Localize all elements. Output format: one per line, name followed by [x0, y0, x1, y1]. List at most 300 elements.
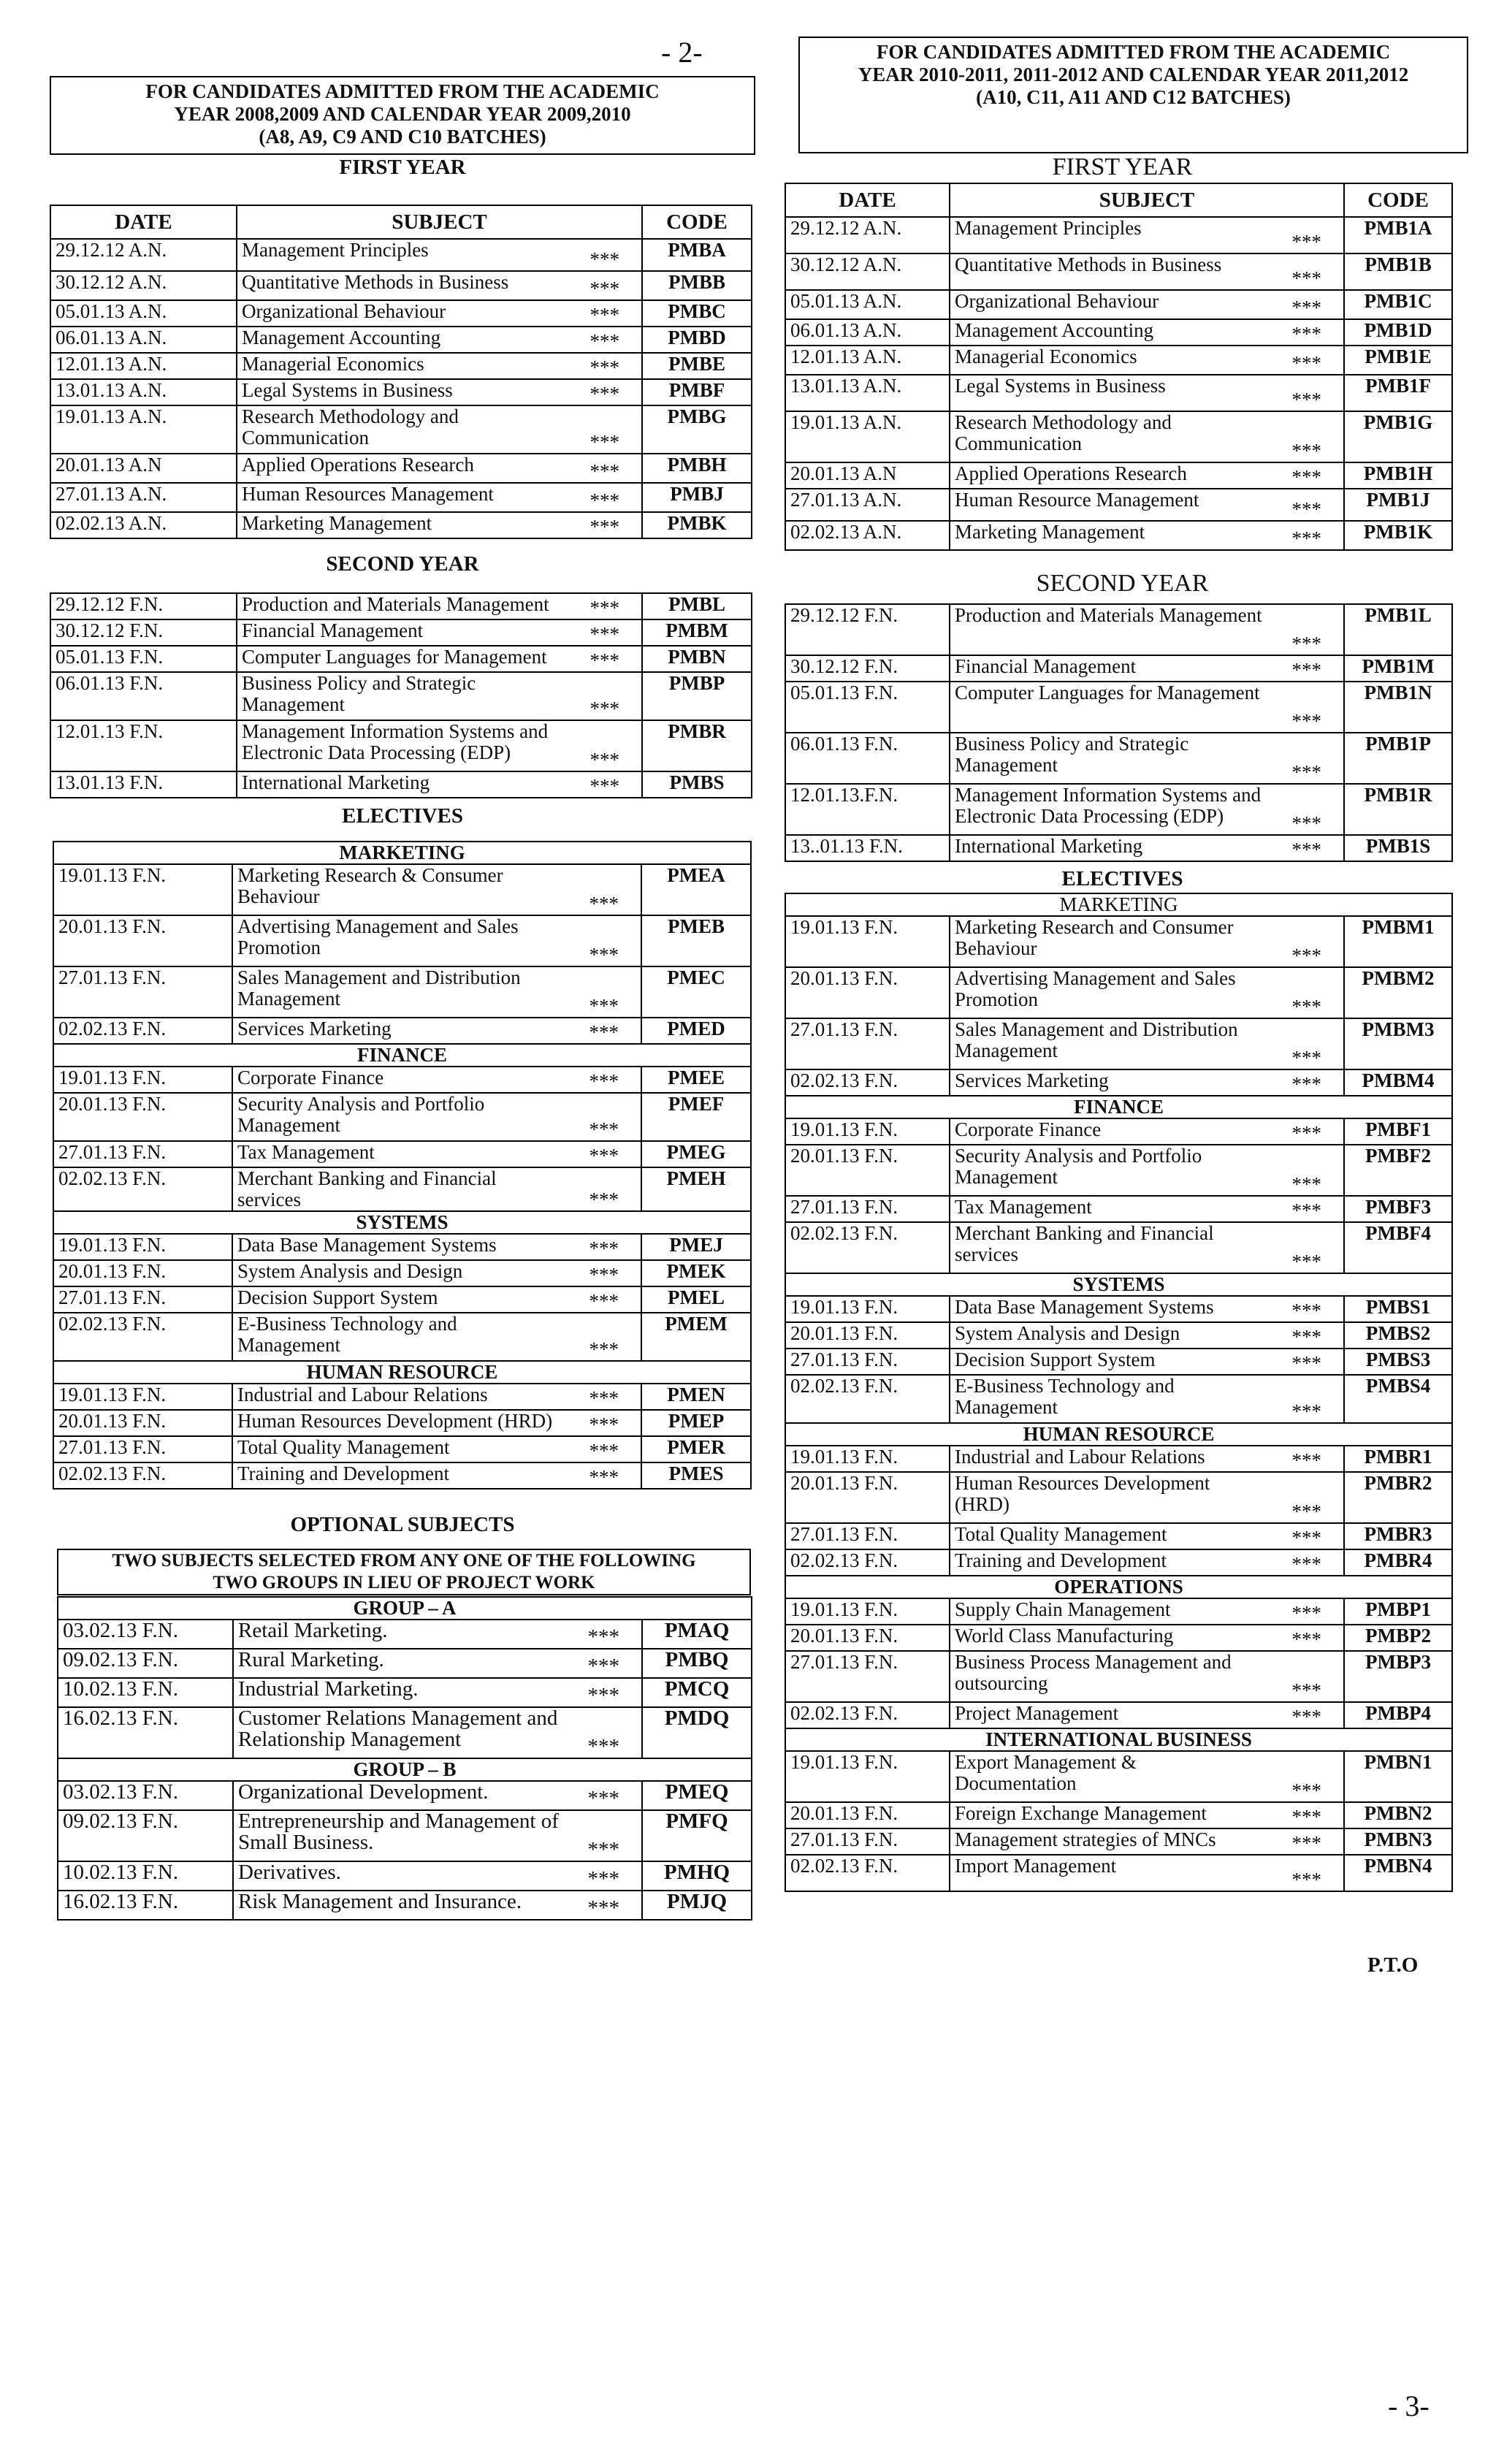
subject-code: PMBG — [642, 405, 752, 454]
stars-mark: *** — [587, 1625, 619, 1649]
stars-mark: *** — [589, 489, 619, 511]
exam-date: 19.01.13 F.N. — [785, 1296, 950, 1322]
subject-code: PMER — [641, 1436, 751, 1462]
stars-mark: *** — [589, 356, 619, 378]
exam-date: 13..01.13 F.N. — [785, 835, 950, 861]
group-header-row — [785, 1273, 1452, 1296]
stars-mark: *** — [589, 995, 619, 1017]
subject-code: PMB1S — [1344, 835, 1452, 861]
group-header: SYSTEMS — [785, 1273, 1452, 1296]
table-row — [785, 1222, 1452, 1273]
table-row — [53, 966, 751, 1018]
group-header-row — [53, 1044, 751, 1067]
subject-name: System Analysis and Design *** — [232, 1260, 641, 1286]
stars-mark: *** — [589, 597, 619, 619]
table-row — [50, 619, 752, 646]
exam-date: 19.01.13 F.N. — [785, 1446, 950, 1472]
subject-name: Customer Relations Management and Relationship Management *** — [233, 1707, 642, 1758]
stars-mark: *** — [587, 1655, 619, 1678]
exam-date: 27.01.13 F.N. — [53, 1141, 232, 1167]
subject-code: PMEE — [641, 1067, 751, 1093]
subject-code: PMB1L — [1344, 604, 1452, 655]
stars-mark: *** — [1291, 1806, 1321, 1828]
subject-name: Services Marketing *** — [950, 1069, 1344, 1096]
stars-mark: *** — [1291, 1527, 1321, 1549]
group-header-row — [58, 1597, 752, 1620]
exam-date: 27.01.13 F.N. — [53, 1436, 232, 1462]
table-row — [785, 1446, 1452, 1472]
subject-code: PMBP3 — [1344, 1651, 1452, 1702]
exam-date: 20.01.13 A.N — [50, 454, 237, 483]
exam-date: 19.01.13 F.N. — [785, 1751, 950, 1802]
subject-name: Services Marketing *** — [232, 1018, 641, 1044]
subject-name: Total Quality Management *** — [950, 1523, 1344, 1549]
subject-name: Risk Management and Insurance. *** — [233, 1891, 642, 1920]
stars-mark: *** — [589, 278, 619, 300]
subject-name: Industrial Marketing. *** — [233, 1678, 642, 1707]
stars-mark: *** — [1291, 1122, 1321, 1144]
stars-mark: *** — [1291, 1047, 1321, 1069]
subject-code: PMBP4 — [1344, 1702, 1452, 1728]
exam-date: 30.12.12 F.N. — [50, 619, 237, 646]
subject-name: Human Resources Development (HRD) *** — [232, 1410, 641, 1436]
group-header-row — [53, 1211, 751, 1234]
column-header-code: CODE — [1344, 183, 1452, 217]
right-elective-table-4 — [785, 1422, 1453, 1576]
exam-date: 19.01.13 F.N. — [53, 1234, 232, 1260]
stars-mark: *** — [1291, 1173, 1321, 1195]
subject-code: PMES — [641, 1462, 751, 1489]
stars-mark: *** — [589, 1387, 619, 1409]
subject-name: Computer Languages for Management *** — [950, 682, 1344, 733]
table-row — [50, 454, 752, 483]
table-row — [50, 646, 752, 672]
table-row — [785, 835, 1452, 861]
subject-name: Total Quality Management *** — [232, 1436, 641, 1462]
subject-code: PMEG — [641, 1141, 751, 1167]
table-row — [58, 1891, 752, 1920]
subject-name: Marketing Research & Consumer Behaviour *** — [232, 864, 641, 915]
subject-name: Human Resources Development (HRD) *** — [950, 1472, 1344, 1523]
subject-name: Management Accounting *** — [950, 319, 1344, 346]
subject-name: Legal Systems in Business *** — [950, 375, 1344, 411]
table-row — [53, 864, 751, 915]
table-row — [785, 290, 1452, 319]
stars-mark: *** — [1291, 761, 1321, 783]
stars-mark: *** — [1291, 1628, 1321, 1650]
subject-name: Management Accounting *** — [237, 327, 642, 353]
table-row — [785, 1375, 1452, 1423]
exam-date: 30.12.12 A.N. — [785, 253, 950, 290]
subject-name: Merchant Banking and Financial services *** — [950, 1222, 1344, 1273]
stars-mark: *** — [1291, 945, 1321, 966]
subject-code: PMEH — [641, 1167, 751, 1211]
subject-name: Supply Chain Management *** — [950, 1598, 1344, 1625]
subject-code: PMEC — [641, 966, 751, 1018]
stars-mark: *** — [589, 1264, 619, 1286]
subject-code: PMBQ — [642, 1649, 752, 1678]
subject-code: PMBN2 — [1344, 1802, 1452, 1828]
exam-date: 20.01.13 A.N — [785, 462, 950, 489]
table-row — [53, 1286, 751, 1313]
left-heading — [50, 76, 755, 155]
table-row — [58, 1678, 752, 1707]
table-row — [50, 405, 752, 454]
stars-mark: *** — [1291, 1602, 1321, 1624]
exam-date: 12.01.13 A.N. — [785, 346, 950, 375]
exam-date: 12.01.13 F.N. — [50, 720, 237, 771]
subject-name: Marketing Management *** — [237, 512, 642, 538]
stars-mark: *** — [1291, 1449, 1321, 1471]
subject-code: PMEL — [641, 1286, 751, 1313]
exam-date: 27.01.13 F.N. — [785, 1349, 950, 1375]
subject-name: Corporate Finance *** — [232, 1067, 641, 1093]
right-first-year-table — [785, 183, 1453, 551]
subject-code: PMB1P — [1344, 733, 1452, 784]
group-header: HUMAN RESOURCE — [53, 1361, 751, 1384]
table-row — [785, 784, 1452, 835]
exam-date: 06.01.13 A.N. — [785, 319, 950, 346]
stars-mark: *** — [1291, 1251, 1321, 1273]
table-row — [50, 483, 752, 512]
subject-name: Entrepreneurship and Management of Small Business. *** — [233, 1810, 642, 1861]
stars-mark: *** — [587, 1896, 619, 1920]
subject-name: Retail Marketing. *** — [233, 1620, 642, 1649]
stars-mark: *** — [1291, 1500, 1321, 1522]
exam-date: 02.02.13 A.N. — [50, 512, 237, 538]
subject-code: PMBP — [642, 672, 752, 720]
stars-mark: *** — [589, 431, 619, 453]
exam-date: 05.01.13 A.N. — [785, 290, 950, 319]
subject-name: Security Analysis and Portfolio Management *** — [232, 1093, 641, 1141]
right-first-year-title: FIRST YEAR — [1052, 153, 1193, 180]
exam-date: 19.01.13 F.N. — [785, 916, 950, 967]
exam-date: 02.02.13 F.N. — [53, 1018, 232, 1044]
stars-mark: *** — [1291, 839, 1321, 861]
stars-mark: *** — [1291, 710, 1321, 732]
table-row — [785, 489, 1452, 521]
exam-date: 20.01.13 F.N. — [785, 1802, 950, 1828]
exam-date: 19.01.13 A.N. — [50, 405, 237, 454]
exam-date: 10.02.13 F.N. — [58, 1678, 233, 1707]
table-row — [53, 1436, 751, 1462]
stars-mark: *** — [589, 304, 619, 326]
exam-date: 02.02.13 F.N. — [785, 1069, 950, 1096]
group-header: INTERNATIONAL BUSINESS — [785, 1728, 1452, 1751]
group-header: OPERATIONS — [785, 1576, 1452, 1598]
table-row — [53, 1018, 751, 1044]
exam-date: 02.02.13 F.N. — [785, 1702, 950, 1728]
subject-name: International Marketing *** — [950, 835, 1344, 861]
subject-name: Production and Materials Management *** — [950, 604, 1344, 655]
stars-mark: *** — [589, 330, 619, 352]
subject-name: International Marketing *** — [237, 771, 642, 798]
exam-date: 30.12.12 A.N. — [50, 271, 237, 300]
exam-date: 27.01.13 F.N. — [785, 1523, 950, 1549]
table-row — [785, 967, 1452, 1018]
table-row — [785, 217, 1452, 253]
group-header: GROUP – B — [58, 1758, 752, 1781]
page-number-top: - 2- — [661, 36, 703, 69]
table-row — [785, 1702, 1452, 1728]
stars-mark: *** — [587, 1787, 619, 1810]
table-row — [50, 327, 752, 353]
subject-name: Decision Support System *** — [950, 1349, 1344, 1375]
subject-name: Foreign Exchange Management *** — [950, 1802, 1344, 1828]
group-header: MARKETING — [53, 842, 751, 864]
group-header-row — [785, 1728, 1452, 1751]
right-elective-table-1 — [785, 893, 1453, 1096]
left-heading-line: YEAR 2008,2009 AND CALENDAR YEAR 2009,2010 — [174, 103, 631, 125]
page-number-bottom: - 3- — [1388, 2389, 1430, 2422]
left-optional-title: OPTIONAL SUBJECTS — [290, 1513, 515, 1536]
exam-date: 27.01.13 A.N. — [785, 489, 950, 521]
subject-code: PMEA — [641, 864, 751, 915]
table-row — [53, 1410, 751, 1436]
subject-code: PMBR3 — [1344, 1523, 1452, 1549]
stars-mark: *** — [589, 649, 619, 671]
exam-date: 20.01.13 F.N. — [53, 915, 232, 966]
stars-mark: *** — [589, 460, 619, 482]
table-row — [785, 1625, 1452, 1651]
stars-mark: *** — [589, 383, 619, 405]
subject-name: Derivatives. *** — [233, 1861, 642, 1891]
stars-mark: *** — [589, 1338, 619, 1360]
exam-date: 16.02.13 F.N. — [58, 1891, 233, 1920]
table-row — [50, 239, 752, 271]
right-electives-title: ELECTIVES — [1061, 867, 1183, 890]
subject-name: Legal Systems in Business *** — [237, 379, 642, 405]
subject-code: PMBN1 — [1344, 1751, 1452, 1802]
subject-code: PMBS3 — [1344, 1349, 1452, 1375]
table-header-row — [50, 205, 752, 239]
right-elective-table-2 — [785, 1095, 1453, 1274]
subject-code: PMBR2 — [1344, 1472, 1452, 1523]
stars-mark: *** — [1291, 498, 1321, 520]
subject-name: Financial Management *** — [950, 655, 1344, 682]
group-header-row — [785, 1096, 1452, 1118]
subject-code: PMB1C — [1344, 290, 1452, 319]
exam-date: 16.02.13 F.N. — [58, 1707, 233, 1758]
column-header-subject: SUBJECT — [950, 183, 1344, 217]
subject-code: PMBE — [642, 353, 752, 379]
stars-mark: *** — [587, 1735, 619, 1758]
table-row — [785, 733, 1452, 784]
table-row — [785, 604, 1452, 655]
subject-code: PMBF1 — [1344, 1118, 1452, 1145]
table-row — [785, 319, 1452, 346]
left-heading-line: (A8, A9, C9 AND C10 BATCHES) — [259, 126, 546, 148]
stars-mark: *** — [1291, 1832, 1321, 1854]
exam-date: 19.01.13 F.N. — [53, 1067, 232, 1093]
table-row — [53, 1167, 751, 1211]
stars-mark: *** — [589, 1414, 619, 1435]
subject-name: Export Management & Documentation *** — [950, 1751, 1344, 1802]
subject-code: PMJQ — [642, 1891, 752, 1920]
subject-code: PMBA — [642, 239, 752, 271]
right-elective-table-6 — [785, 1728, 1453, 1892]
right-heading — [798, 37, 1468, 153]
stars-mark: *** — [1291, 1352, 1321, 1374]
table-row — [785, 1549, 1452, 1576]
table-row — [58, 1707, 752, 1758]
table-row — [53, 1234, 751, 1260]
subject-code: PMB1F — [1344, 375, 1452, 411]
stars-mark: *** — [1291, 1553, 1321, 1575]
right-second-year-table — [785, 603, 1453, 862]
stars-mark: *** — [589, 248, 619, 270]
subject-name: Organizational Development. *** — [233, 1781, 642, 1810]
exam-date: 30.12.12 F.N. — [785, 655, 950, 682]
subject-name: Business Process Management and outsourcing *** — [950, 1651, 1344, 1702]
subject-name: Industrial and Labour Relations *** — [950, 1446, 1344, 1472]
table-row — [785, 462, 1452, 489]
subject-code: PMBL — [642, 593, 752, 619]
table-row — [785, 1523, 1452, 1549]
stars-mark: *** — [1291, 389, 1321, 411]
left-heading-line: FOR CANDIDATES ADMITTED FROM THE ACADEMIC — [145, 80, 660, 102]
stars-mark: *** — [589, 1440, 619, 1462]
optional-note-line: TWO GROUPS IN LIEU OF PROJECT WORK — [213, 1573, 595, 1593]
exam-date: 20.01.13 F.N. — [785, 1472, 950, 1523]
optional-note-row — [58, 1549, 750, 1595]
table-row — [785, 1855, 1452, 1891]
stars-mark: *** — [1291, 1300, 1321, 1321]
subject-name: Management Information Systems and Electronic Data Processing (EDP) *** — [950, 784, 1344, 835]
subject-code: PMBR4 — [1344, 1549, 1452, 1576]
stars-mark: *** — [1291, 231, 1321, 253]
subject-code: PMBS4 — [1344, 1375, 1452, 1423]
column-header-subject: SUBJECT — [237, 205, 642, 239]
table-row — [53, 1384, 751, 1410]
stars-mark: *** — [589, 1466, 619, 1488]
exam-date: 20.01.13 F.N. — [53, 1260, 232, 1286]
subject-code: PMBS — [642, 771, 752, 798]
subject-name: Business Policy and Strategic Management *** — [237, 672, 642, 720]
subject-name: Sales Management and Distribution Management *** — [950, 1018, 1344, 1069]
left-optional-table — [57, 1549, 751, 1595]
exam-date: 27.01.13 F.N. — [785, 1018, 950, 1069]
subject-code: PMB1R — [1344, 784, 1452, 835]
subject-code: PMB1M — [1344, 655, 1452, 682]
subject-code: PMBF4 — [1344, 1222, 1452, 1273]
left-elective-table-1 — [53, 841, 752, 1045]
subject-code: PMBR — [642, 720, 752, 771]
stars-mark: *** — [589, 698, 619, 720]
subject-name: Industrial and Labour Relations *** — [232, 1384, 641, 1410]
stars-mark: *** — [1291, 812, 1321, 834]
left-first-year-table — [50, 205, 752, 539]
subject-code: PMED — [641, 1018, 751, 1044]
subject-code: PMBM4 — [1344, 1069, 1452, 1096]
table-row — [58, 1620, 752, 1649]
subject-name: Training and Development *** — [232, 1462, 641, 1489]
subject-name: Training and Development *** — [950, 1549, 1344, 1576]
subject-code: PMBJ — [642, 483, 752, 512]
subject-code: PMB1G — [1344, 411, 1452, 462]
table-row — [785, 1472, 1452, 1523]
subject-name: System Analysis and Design *** — [950, 1322, 1344, 1349]
subject-code: PMBM — [642, 619, 752, 646]
stars-mark: *** — [589, 893, 619, 915]
group-header: GROUP – A — [58, 1597, 752, 1620]
left-second-year-table — [50, 592, 752, 798]
subject-code: PMEB — [641, 915, 751, 966]
stars-mark: *** — [589, 1070, 619, 1092]
exam-date: 02.02.13 F.N. — [785, 1222, 950, 1273]
stars-mark: *** — [589, 516, 619, 538]
subject-name: Merchant Banking and Financial services *** — [232, 1167, 641, 1211]
exam-date: 19.01.13 F.N. — [785, 1118, 950, 1145]
subject-name: Quantitative Methods in Business *** — [237, 271, 642, 300]
subject-code: PMBM1 — [1344, 916, 1452, 967]
right-heading-line: FOR CANDIDATES ADMITTED FROM THE ACADEMIC — [876, 41, 1391, 63]
stars-mark: *** — [1291, 527, 1321, 549]
exam-date: 02.02.13 F.N. — [53, 1313, 232, 1361]
stars-mark: *** — [589, 1145, 619, 1167]
table-row — [50, 720, 752, 771]
stars-mark: *** — [587, 1867, 619, 1891]
subject-name: E-Business Technology and Management *** — [950, 1375, 1344, 1423]
stars-mark: *** — [589, 1021, 619, 1043]
left-second-year-title: SECOND YEAR — [326, 552, 479, 576]
subject-code: PMBN3 — [1344, 1828, 1452, 1855]
table-row — [53, 1093, 751, 1141]
table-row — [50, 771, 752, 798]
subject-name: Production and Materials Management *** — [237, 593, 642, 619]
subject-name: Organizational Behaviour *** — [237, 300, 642, 327]
subject-name: Security Analysis and Portfolio Management *** — [950, 1145, 1344, 1196]
group-header: SYSTEMS — [53, 1211, 751, 1234]
left-group-table-1 — [57, 1596, 752, 1759]
exam-date: 06.01.13 F.N. — [50, 672, 237, 720]
exam-date: 02.02.13 F.N. — [785, 1855, 950, 1891]
stars-mark: *** — [589, 1118, 619, 1140]
table-row — [58, 1861, 752, 1891]
subject-name: World Class Manufacturing *** — [950, 1625, 1344, 1651]
exam-date: 29.12.12 F.N. — [50, 593, 237, 619]
subject-name: Sales Management and Distribution Management *** — [232, 966, 641, 1018]
stars-mark: *** — [1291, 1780, 1321, 1801]
subject-code: PMB1B — [1344, 253, 1452, 290]
subject-code: PMDQ — [642, 1707, 752, 1758]
table-row — [785, 1296, 1452, 1322]
exam-date: 29.12.12 A.N. — [785, 217, 950, 253]
subject-name: Financial Management *** — [237, 619, 642, 646]
exam-date: 09.02.13 F.N. — [58, 1649, 233, 1678]
exam-date: 03.02.13 F.N. — [58, 1620, 233, 1649]
subject-name: Data Base Management Systems *** — [950, 1296, 1344, 1322]
table-row — [785, 1802, 1452, 1828]
table-row — [50, 672, 752, 720]
subject-name: Research Methodology and Communication *** — [237, 405, 642, 454]
subject-code: PMB1N — [1344, 682, 1452, 733]
group-header: MARKETING — [785, 893, 1452, 916]
subject-name: Tax Management *** — [232, 1141, 641, 1167]
subject-code: PMB1D — [1344, 319, 1452, 346]
exam-date: 27.01.13 F.N. — [785, 1196, 950, 1222]
subject-name: Marketing Research and Consumer Behaviour *** — [950, 916, 1344, 967]
subject-name: Import Management *** — [950, 1855, 1344, 1891]
table-row — [53, 1067, 751, 1093]
subject-name: Managerial Economics *** — [950, 346, 1344, 375]
table-row — [50, 379, 752, 405]
subject-name: Applied Operations Research *** — [950, 462, 1344, 489]
exam-date: 02.02.13 F.N. — [53, 1462, 232, 1489]
exam-date: 19.01.13 A.N. — [785, 411, 950, 462]
subject-code: PMFQ — [642, 1810, 752, 1861]
table-row — [50, 593, 752, 619]
